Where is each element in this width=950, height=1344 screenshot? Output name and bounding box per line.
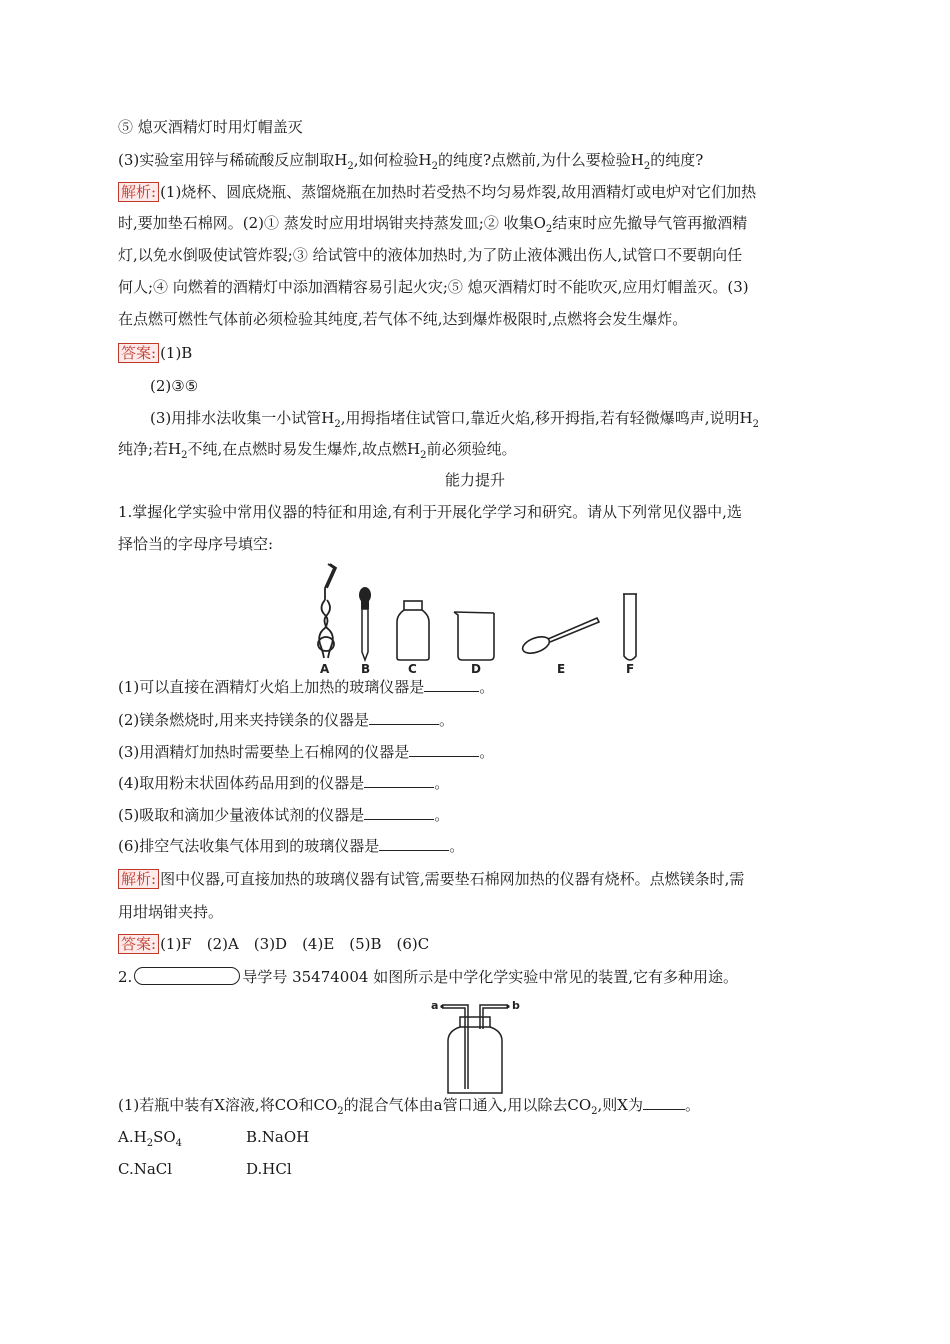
question-1-line-2: 择恰当的字母序号填空: [118,535,274,553]
bottle [448,1027,502,1093]
text: 的纯度?点燃前,为什么要检验H [437,151,644,169]
text: 前必须验纯。 [426,440,517,458]
subscript: 2 [545,224,553,235]
line-11 [118,439,517,459]
text: 。 [434,774,450,792]
answer-blank[interactable] [409,742,479,757]
text: 的混合气体由a管口通入,用以除去CO [343,1096,592,1114]
text: (2)镁条燃烧时,用来夹持镁条的仪器是 [118,711,370,729]
subscript: 2 [591,1106,598,1117]
label-f: F [626,662,635,676]
text: ,如何检验H [353,151,432,169]
text: 。 [479,678,495,696]
line-8 [118,343,192,363]
text: A.H [118,1128,147,1146]
answer-blank[interactable] [364,773,434,788]
explanation-1 [118,869,744,889]
subscript: 2 [431,161,438,172]
explanation-2: 用坩埚钳夹持。 [118,903,224,921]
subscript: 2 [752,419,760,430]
text: (5)吸取和滴加少量液体试剂的仪器是 [118,806,365,824]
text: 纯净;若H [118,440,182,458]
beaker-icon [454,612,494,660]
option-b[interactable]: B.NaOH [246,1128,310,1146]
question-2 [118,967,738,987]
option-row-2 [118,1159,292,1179]
test-tube-icon [623,594,637,660]
text: 结束时应先撤导气管再撤酒精 [552,214,748,232]
label-a: A [320,662,330,676]
subscript: 2 [337,1106,344,1117]
text: (3)实验室用锌与稀硫酸反应制取H [118,151,348,169]
text: (1)B [160,344,193,362]
answer-1 [118,934,429,954]
option-row-1 [118,1127,309,1147]
label-b: B [361,662,371,676]
label-c: C [408,662,417,676]
gas-bottle-figure [430,995,520,1095]
subscript: 2 [181,450,188,461]
option-d[interactable]: D.HCl [246,1160,292,1178]
text: 不纯,在点燃时易发生爆炸,故点燃H [187,440,421,458]
label-tube-b: b [512,999,520,1012]
text: (4)取用粉末状固体药品用到的仪器是 [118,774,365,792]
subscript: 4 [175,1138,183,1149]
daan-tag: 答案: [118,934,159,954]
line-4 [118,213,747,233]
option-c[interactable]: C.NaCl [118,1160,173,1178]
subscript: 2 [420,450,427,461]
subscript: 2 [334,419,341,430]
crucible-tongs-icon [318,564,336,658]
jiexi-tag: 解析: [118,182,159,202]
text: ,用拇指堵住试管口,靠近火焰,移开拇指,若有轻微爆鸣声,说明H [340,409,753,427]
text: (1)烧杯、圆底烧瓶、蒸馏烧瓶在加热时若受热不均匀易炸裂,故用酒精灯或电炉对它们加热 [160,183,757,201]
text: (1)可以直接在酒精灯火焰上加热的玻璃仪器是 [118,678,425,696]
instruments-figure [300,560,650,680]
question-1-line-1: 1.掌握化学实验中常用仪器的特征和用途,有利于开展化学学习和研究。请从下列常见仪器中,选 [118,503,742,521]
dropper-icon [359,587,371,660]
answer-blank[interactable] [364,805,434,820]
text: (3)用排水法收集一小试管H [150,409,335,427]
guide-badge [134,967,240,985]
text: (3)用酒精灯加热时需要垫上石棉网的仪器是 [118,743,410,761]
option-a[interactable] [118,1127,246,1147]
text: 导学号 35474004 如图所示是中学化学实验中常见的装置,它有多种用途。 [242,968,738,986]
sub-question-3 [118,742,494,762]
jiexi-tag: 解析: [118,869,159,889]
text: 。 [439,711,455,729]
text: 图中仪器,可直接加热的玻璃仪器有试管,需要垫石棉网加热的仪器有烧杯。点燃镁条时,需 [160,870,745,888]
text: 。 [434,806,450,824]
daan-tag: 答案: [118,343,159,363]
text: (1)若瓶中装有X溶液,将CO和CO [118,1096,338,1114]
sub-question-5 [118,805,449,825]
sub-question-2 [118,710,454,730]
text: 时,要加垫石棉网。(2)① 蒸发时应用坩埚钳夹持蒸发皿;② 收集O [118,214,546,232]
line-5: 灯,以免水倒吸使试管炸裂;③ 给试管中的液体加热时,为了防止液体溅出伤人,试管口不要朝向任 [118,246,743,264]
subscript: 2 [643,161,651,172]
answer-blank[interactable] [379,836,449,851]
question-2-sub-1 [118,1095,700,1115]
text: 。 [479,743,495,761]
sub-question-4 [118,773,449,793]
sub-question-1 [118,677,494,697]
text: SO [153,1128,176,1146]
answer-blank[interactable] [424,677,479,692]
line-10 [150,408,759,428]
text: 的纯度? [650,151,704,169]
answer-blank[interactable] [369,710,439,725]
text: 。 [449,837,465,855]
text: ,则X为 [597,1096,643,1114]
line-3 [118,182,756,202]
label-tube-a: a [431,999,439,1012]
medicine-spoon-icon [520,618,599,656]
section-title: 能力提升 [444,471,505,489]
sub-question-6 [118,836,464,856]
wide-mouth-bottle-icon [397,601,429,660]
label-d: D [471,662,481,676]
line-7: 在点燃可燃性气体前必须检验其纯度,若气体不纯,达到爆炸极限时,点燃将会发生爆炸。 [118,310,688,328]
text: 。 [684,1096,700,1114]
text: (1)F (2)A (3)D (4)E (5)B (6)C [160,935,430,953]
text: (6)排空气法收集气体用到的玻璃仪器是 [118,837,380,855]
line-9: (2)③⑤ [150,377,199,395]
question-number: 2. [118,968,133,986]
label-e: E [557,662,566,676]
line-6: 何人;④ 向燃着的酒精灯中添加酒精容易引起火灾;⑤ 熄灭酒精灯时不能吹灭,应用灯帽盖灭。(3) [118,278,749,296]
subscript: 2 [347,161,354,172]
line-1: ⑤ 熄灭酒精灯时用灯帽盖灭 [118,118,303,136]
subscript: 2 [146,1138,154,1149]
answer-blank[interactable] [643,1095,685,1110]
line-2 [118,150,703,170]
